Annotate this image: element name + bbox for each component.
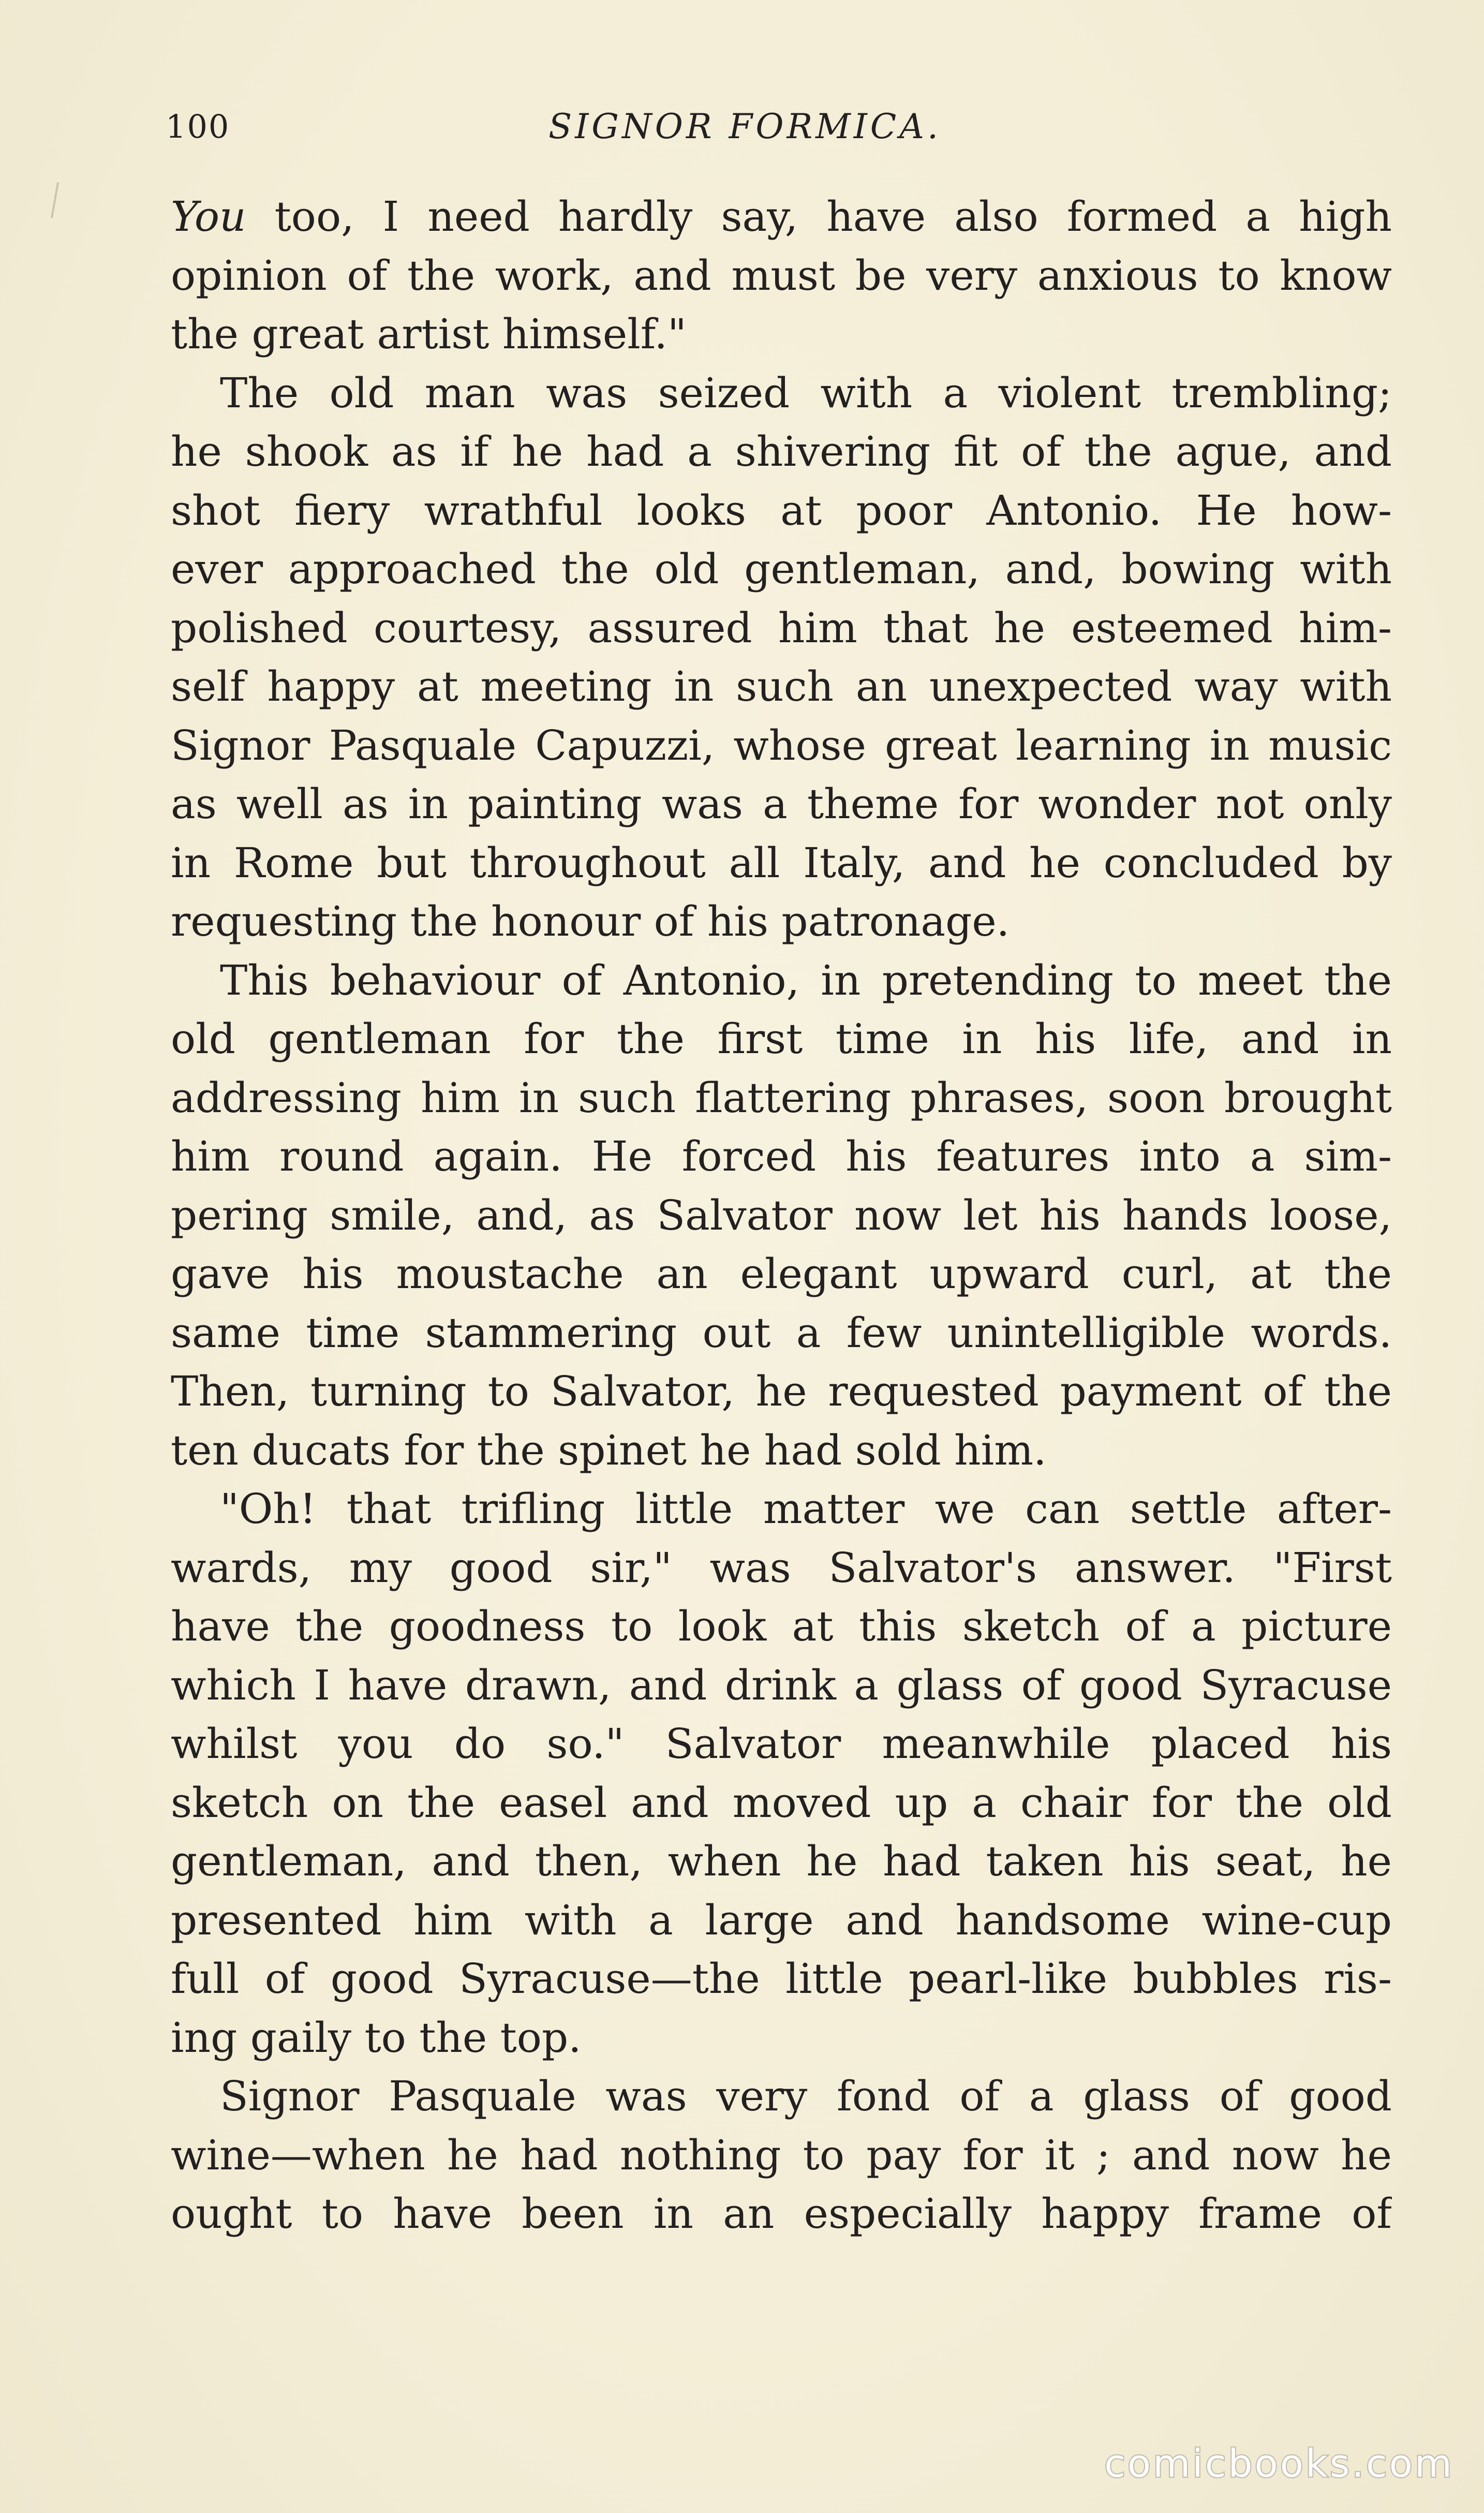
text-line: gave his moustache an elegant upward curl, at the (171, 1250, 1392, 1298)
running-title: SIGNOR FORMICA. (548, 107, 941, 146)
text-line: ing gaily to the top. (171, 2013, 582, 2062)
text-line: ten ducats for the spinet he had sold him. (171, 1426, 1047, 1474)
body-text (171, 187, 1392, 2243)
page-number: 100 (166, 108, 230, 145)
text-line: which I have drawn, and drink a glass of good Syracuse (171, 1661, 1392, 1709)
margin-mark (51, 182, 59, 218)
text-line: old gentleman for the first time in his life, and in (171, 1015, 1392, 1063)
text-line: shot fiery wrathful looks at poor Antonio. He how- (171, 486, 1392, 535)
text-line: self happy at meeting in such an unexpected way with (171, 662, 1392, 711)
text-line: ought to have been in an especially happy frame of (171, 2190, 1392, 2238)
text-line: he shook as if he had a shivering fit of the ague, and (171, 427, 1392, 476)
text-line: requesting the honour of his patronage. (171, 897, 1010, 945)
text-line (171, 187, 1392, 246)
text-line: same time stammering out a few unintelligible words. (171, 1308, 1392, 1357)
text-line: him round again. He forced his features into a sim- (171, 1132, 1392, 1180)
watermark: comicbooks.com (1104, 2442, 1454, 2486)
text-line: The old man was seized with a violent trembling; (220, 368, 1392, 417)
text-line: This behaviour of Antonio, in pretending to meet the (220, 956, 1392, 1004)
text-line: presented him with a large and handsome wine-cup (171, 1896, 1392, 1944)
text-line: wards, my good sir," was Salvator's answer. "First (171, 1543, 1392, 1592)
text-line: pering smile, and, as Salvator now let his hands loose, (171, 1191, 1392, 1239)
text-line: addressing him in such flattering phrases, soon brought (171, 1073, 1392, 1122)
text-line: Signor Pasquale was very fond of a glass of good (220, 2072, 1392, 2120)
page-header (166, 98, 1407, 155)
text-line: "Oh! that trifling little matter we can settle after- (220, 1485, 1392, 1533)
emphasized-word: You (171, 193, 246, 241)
text-line: opinion of the work, and must be very anxious to know (171, 251, 1392, 300)
text-line: Signor Pasquale Capuzzi, whose great learning in music (171, 721, 1392, 770)
text-line: gentleman, and then, when he had taken his seat, he (171, 1837, 1392, 1885)
text-line: as well as in painting was a theme for wonder not only (171, 780, 1392, 828)
line-text: too, I need hardly say, have also formed a high (246, 193, 1392, 241)
text-line: have the goodness to look at this sketch of a picture (171, 1602, 1392, 1650)
text-line: the great artist himself." (171, 310, 687, 358)
text-line: ever approached the old gentleman, and, bowing with (171, 545, 1392, 593)
text-line: polished courtesy, assured him that he esteemed him- (171, 603, 1392, 652)
text-line: full of good Syracuse—the little pearl-like bubbles ris- (171, 1955, 1392, 2003)
text-line: wine—when he had nothing to pay for it ; and now he (171, 2131, 1392, 2179)
text-line: sketch on the easel and moved up a chair for the old (171, 1778, 1392, 1827)
text-line: whilst you do so." Salvator meanwhile placed his (171, 1720, 1392, 1768)
text-line: Then, turning to Salvator, he requested payment of the (171, 1367, 1392, 1415)
text-line: in Rome but throughout all Italy, and he concluded by (171, 838, 1392, 887)
